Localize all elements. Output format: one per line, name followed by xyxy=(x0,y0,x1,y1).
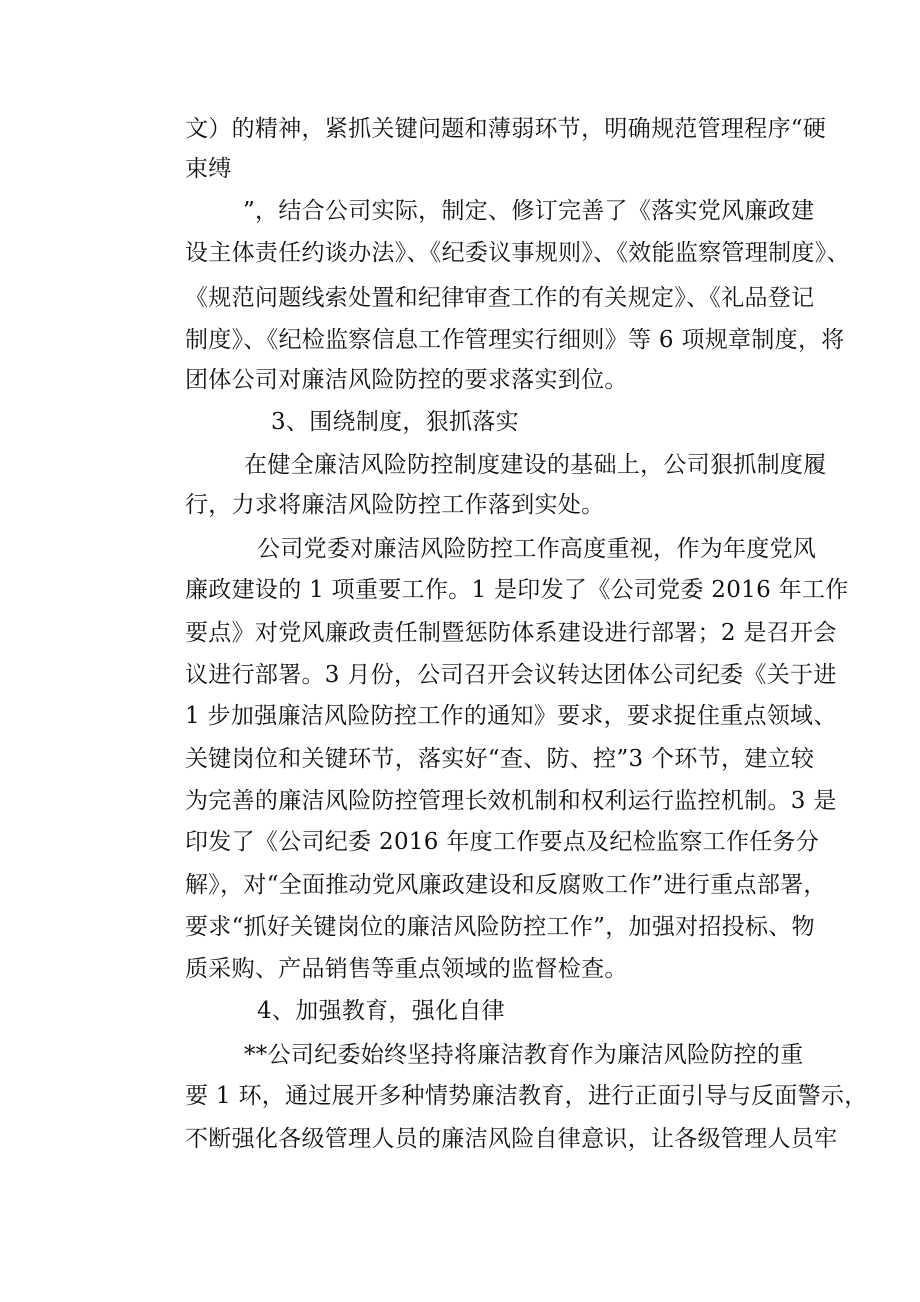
text-line: 廉政建设的 1 项重要工作。1 是印发了《公司党委 2016 年工作 xyxy=(185,577,849,603)
text-line: 设主体责任约谈办法》、《纪委议事规则》、《效能监察管理制度》、 xyxy=(185,240,850,266)
text-line: **公司纪委始终坚持将廉洁教育作为廉洁风险防控的重 xyxy=(244,1042,804,1068)
text-line: 为完善的廉洁风险防控管理长效机制和权利运行监控机制。3 是 xyxy=(185,788,837,814)
text-line: 1 步加强廉洁风险防控工作的通知》要求，要求捉住重点领域、 xyxy=(185,703,837,729)
text-line: 团体公司对廉洁风险防控的要求落实到位。 xyxy=(185,367,628,393)
text-line: 要点》对党风廉政责任制暨惩防体系建设进行部署；2 是召开会 xyxy=(185,620,837,646)
section-heading: 3、围绕制度，狠抓落实 xyxy=(271,409,519,435)
text-line: 要求“抓好关键岗位的廉洁风险防控工作”，加强对招投标、物 xyxy=(185,914,815,940)
text-line: 束缚 xyxy=(185,156,232,182)
text-line: 制度》、《纪检监察信息工作管理实行细则》等 6 项规章制度，将 xyxy=(185,327,845,353)
text-line: 文）的精神，紧抓关键问题和薄弱环节，明确规范管理程序“硬 xyxy=(185,116,827,142)
text-line: ”，结合公司实际，制定、修订完善了《落实党风廉政建 xyxy=(243,198,815,224)
text-line: 议进行部署。3 月份，公司召开会议转达团体公司纪委《关于进 xyxy=(185,662,837,688)
text-line: 解》，对“全面推动党风廉政建设和反腐败工作”进行重点部署， xyxy=(185,872,827,898)
text-line: 不断强化各级管理人员的廉洁风险自律意识，让各级管理人员牢 xyxy=(185,1126,838,1152)
text-line: 《规范问题线索处置和纪律审查工作的有关规定》、《礼品登记 xyxy=(185,285,815,311)
text-line: 质采购、产品销售等重点领域的监督检查。 xyxy=(185,956,628,982)
text-line: 公司党委对廉洁风险防控工作高度重视，作为年度党风 xyxy=(257,536,817,562)
text-line: 关键岗位和关键环节，落实好“查、防、控”3 个环节，建立较 xyxy=(185,746,815,772)
text-line: 要 1 环，通过展开多种情势廉洁教育，进行正面引导与反面警示， xyxy=(185,1083,868,1109)
text-line: 印发了《公司纪委 2016 年度工作要点及纪检监察工作任务分 xyxy=(185,829,820,855)
text-line: 在健全廉洁风险防控制度建设的基础上，公司狠抓制度履 xyxy=(244,452,827,478)
text-line: 行，力求将廉洁风险防控工作落到实处。 xyxy=(185,492,605,518)
section-heading: 4、加强教育，强化自律 xyxy=(257,998,505,1024)
